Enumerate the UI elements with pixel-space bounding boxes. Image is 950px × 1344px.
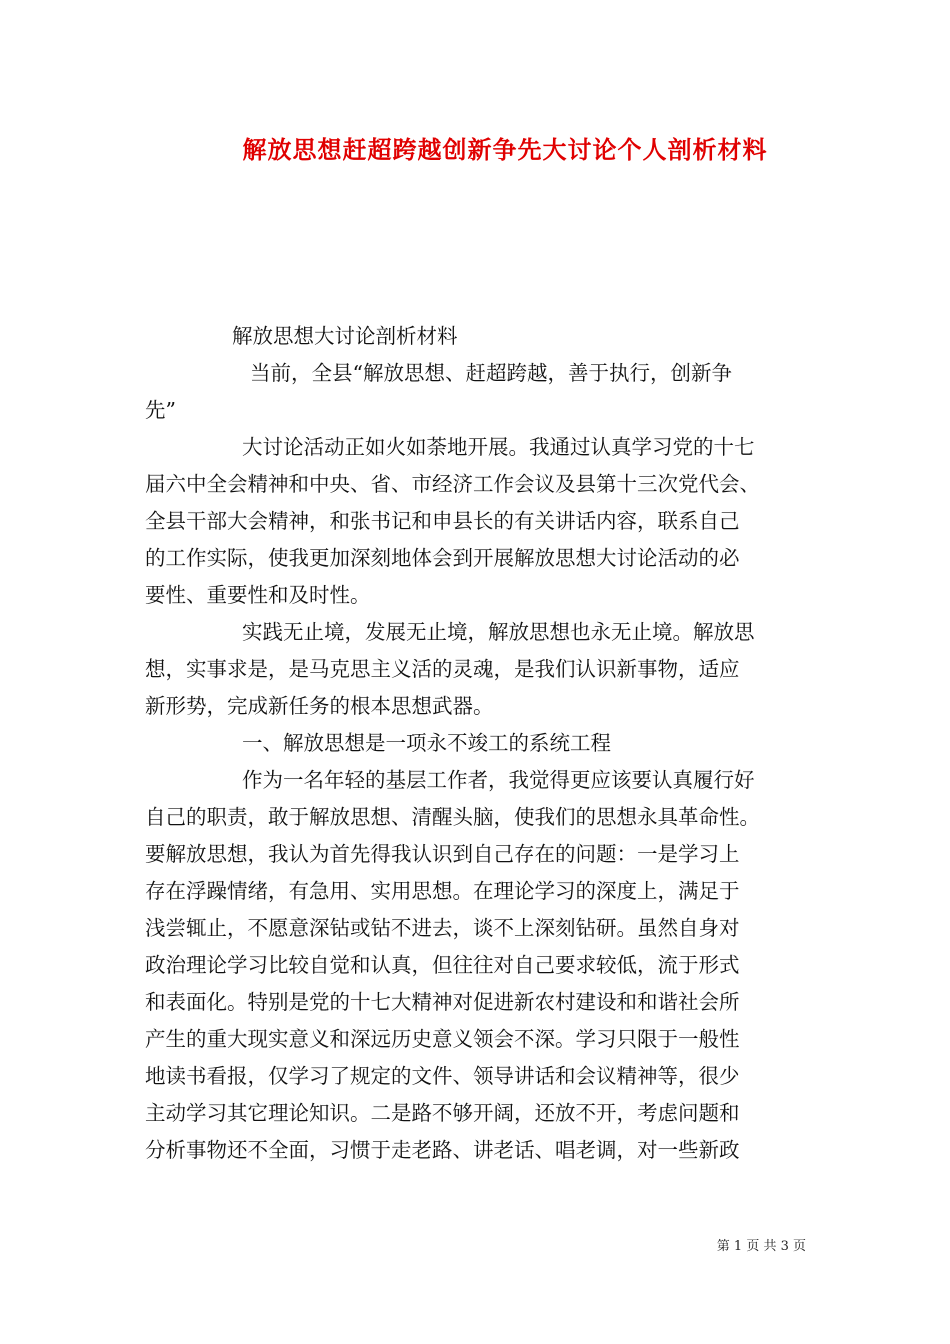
text-line: 的工作实际，使我更加深刻地体会到开展解放思想大讨论活动的必 xyxy=(145,546,740,570)
text-line: 实践无止境，发展无止境，解放思想也永无止境。解放思 xyxy=(242,620,755,644)
text-line: 自己的职责，敢于解放思想、清醒头脑，使我们的思想永具革命性。 xyxy=(145,805,760,829)
text-line: 产生的重大现实意义和深远历史意义领会不深。学习只限于一般性 xyxy=(145,1027,740,1051)
text-line: 政治理论学习比较自觉和认真，但往往对自己要求较低，流于形式 xyxy=(145,953,740,977)
document-title: 解放思想赶超跨越创新争先大讨论个人剖析材料 xyxy=(242,135,768,164)
document-body xyxy=(145,318,815,1169)
text-line: 当前，全县“解放思想、赶超跨越，善于执行，创新争 xyxy=(250,361,732,385)
text-line: 存在浮躁情绪，有急用、实用思想。在理论学习的深度上，满足于 xyxy=(145,879,740,903)
text-line: 浅尝辄止，不愿意深钻或钻不进去，谈不上深刻钻研。虽然自身对 xyxy=(145,916,740,940)
text-line: 全县干部大会精神，和张书记和申县长的有关讲话内容，联系自己 xyxy=(145,509,740,533)
text-line: 新形势，完成新任务的根本思想武器。 xyxy=(145,694,494,718)
subtitle: 解放思想大讨论剖析材料 xyxy=(232,324,458,348)
text-line: 要解放思想，我认为首先得我认识到自己存在的问题：一是学习上 xyxy=(145,842,740,866)
text-line: 地读书看报，仅学习了规定的文件、领导讲话和会议精神等，很少 xyxy=(145,1064,740,1088)
text-line: 主动学习其它理论知识。二是路不够开阔，还放不开，考虑问题和 xyxy=(145,1101,740,1125)
text-line: 分析事物还不全面，习惯于走老路、讲老话、唱老调，对一些新政 xyxy=(145,1138,740,1162)
text-line: 届六中全会精神和中央、省、市经济工作会议及县第十三次党代会、 xyxy=(145,472,760,496)
text-line: 和表面化。特别是党的十七大精神对促进新农村建设和和谐社会所 xyxy=(145,990,740,1014)
text-line: 想，实事求是，是马克思主义活的灵魂，是我们认识新事物，适应 xyxy=(145,657,740,681)
section-heading: 一、解放思想是一项永不竣工的系统工程 xyxy=(242,731,611,755)
text-line: 先” xyxy=(145,398,176,422)
text-line: 大讨论活动正如火如荼地开展。我通过认真学习党的十七 xyxy=(242,435,755,459)
page-indicator: 第 1 页 共 3 页 xyxy=(716,1239,806,1254)
text-line: 要性、重要性和及时性。 xyxy=(145,583,371,607)
text-line: 作为一名年轻的基层工作者，我觉得更应该要认真履行好 xyxy=(242,768,755,792)
